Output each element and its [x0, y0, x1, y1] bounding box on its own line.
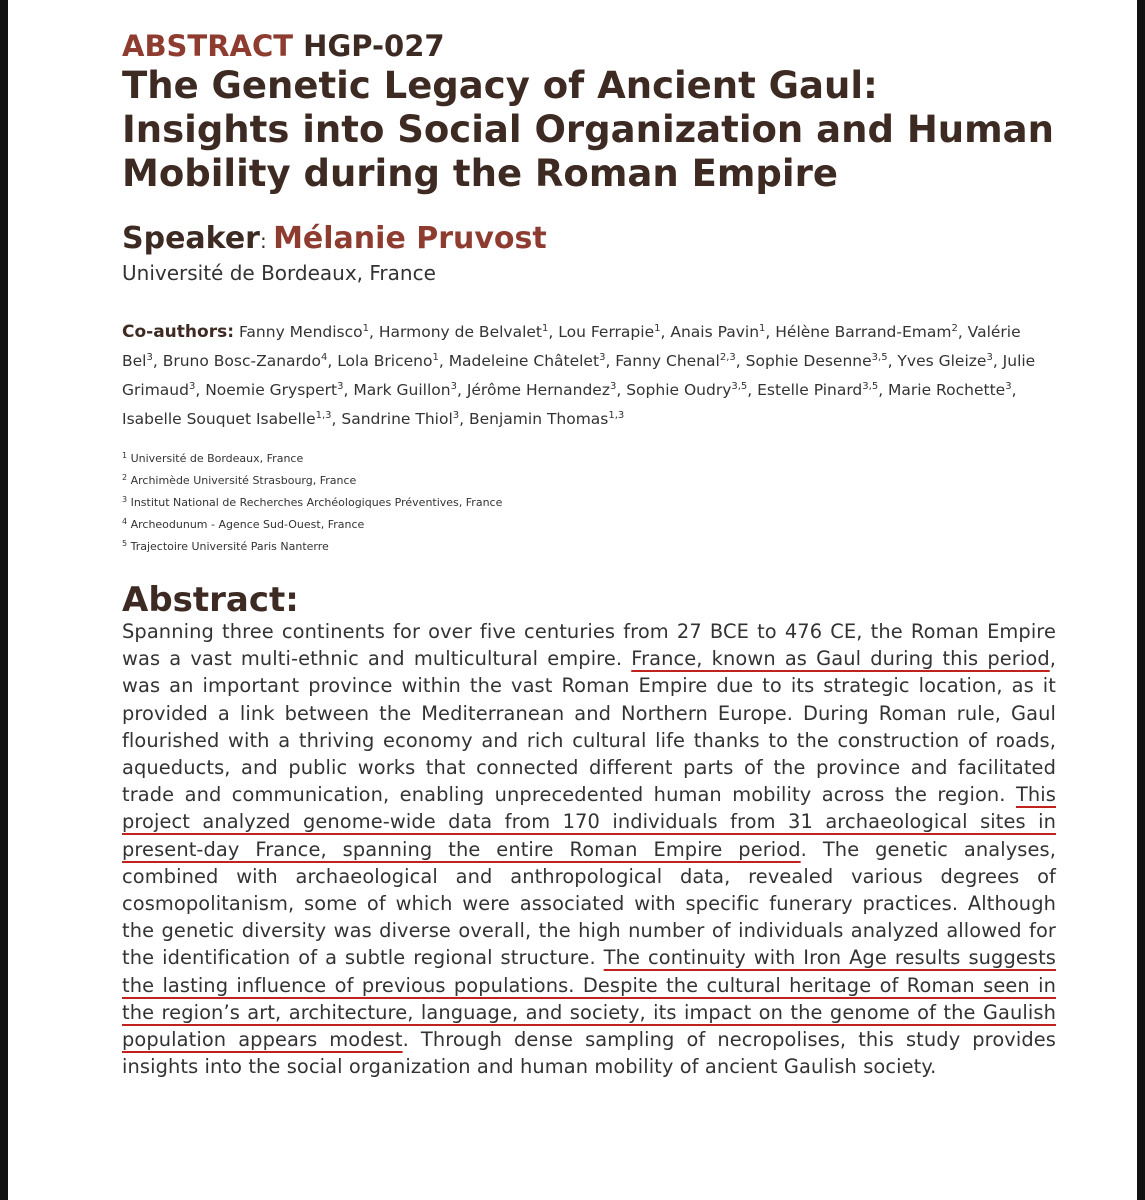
affiliation-number: 5 — [122, 539, 128, 548]
coauthor-affiliation-number: 3 — [188, 381, 196, 392]
affiliation-number: 4 — [122, 517, 128, 526]
abstract-code: HGP-027 — [303, 29, 445, 63]
coauthor-name: Fanny Mendisco — [238, 323, 363, 341]
affiliation-text: Institut National de Recherches Archéologiques Préventives, France — [127, 496, 503, 509]
coauthor-affiliation-number: 1 — [542, 323, 549, 334]
coauthor-name: Lola Briceno — [337, 352, 433, 370]
coauthor-name: Marie Rochette — [888, 381, 1006, 399]
abstract-document — [122, 28, 1058, 1080]
abstract-text-segment: Spanning three continents for over five centuries from 27 BCE to 476 CE, the Roman Empire was a vast multi-ethnic and multicultural empire. — [122, 620, 1056, 671]
coauthor-affiliation-number: 1 — [362, 323, 370, 334]
abstract-text-segment: . Through dense sampling of necropolises, this study provides insights into the social organization and human mobility of ancient Gaulish society. — [122, 1028, 1056, 1079]
underlined-passage: The continuity with Iron Age results suggests the lasting influence of previous populations. Despite the cultural heritage of Roman seen in the region’s art, architecture, language, and society, its impact on the genome of the Gaulish population appears modest — [122, 946, 1056, 1052]
affiliation-text: Trajectoire Université Paris Nanterre — [127, 540, 329, 553]
coauthor — [626, 381, 747, 399]
coauthor-affiliation-number: 1 — [654, 323, 661, 334]
speaker-affiliation: Université de Bordeaux, France — [122, 261, 436, 285]
affiliation-text: Archeodunum - Agence Sud-Ouest, France — [127, 518, 365, 531]
coauthor-name: Lou Ferrapie — [558, 323, 655, 341]
coauthor-affiliation-number: 3,5 — [862, 381, 879, 392]
coauthors-list: Co-authors: Fanny Mendisco$^1$, Harmony de Belvalet$^1$, Lou Ferrapie$^1$, Anais Pavin$^1$, Hélène Barrand-Emam$^2$, Valérie Bel$^3$, Bruno Bosc-Zanardo$^4$, Lola Briceno$^1$, Madeleine Châtelet$^3$, Fanny Chenal$^{2,3}$, Sophie Desenne$^{3,5}$, Yves Gleize$^3$, Julie Grimaud$^3$, Noemie Gryspert$^3$, Mark Guillon$^3$, Jérôme Hernandez$^3$, Sophie Oudry$^{3,5}$, Estelle Pinard$^{3,5}$, Marie Rochette$^3$, Isabelle Souquet Isabelle$^{1,3}$, Sandrine Thiol$^3$, Benjamin Thomas$^{1,3}$ — [122, 322, 1036, 428]
coauthor — [746, 352, 888, 370]
coauthor-name: Valérie Bel — [122, 323, 1021, 370]
underlined-passage: This project analyzed genome-wide data from 170 individuals from 31 archaeological sites in present-day France, spanning the entire Roman Empire period — [122, 783, 1056, 861]
affiliation-text: Université de Bordeaux, France — [127, 452, 304, 465]
coauthor-name: Anais Pavin — [670, 323, 760, 341]
coauthor-affiliation-number: 3,5 — [871, 352, 888, 363]
coauthor-name: Benjamin Thomas — [468, 410, 609, 428]
abstract-code-header — [122, 28, 1058, 64]
coauthor-name: Hélène Barrand-Emam — [775, 323, 952, 341]
coauthor-name: Sandrine Thiol — [341, 410, 453, 428]
coauthor — [239, 323, 369, 341]
coauthor-name: Noemie Gryspert — [205, 381, 338, 399]
coauthor-affiliation-number: 3,5 — [731, 381, 748, 392]
coauthor-name: Bruno Bosc-Zanardo — [162, 352, 321, 370]
speaker-line: Speaker: Mélanie Pruvost — [122, 221, 547, 256]
speaker-label: Speaker — [122, 221, 260, 256]
coauthor-affiliation-number: 1 — [432, 352, 439, 363]
coauthor-name: Mark Guillon — [353, 381, 451, 399]
abstract-body — [122, 618, 1056, 1080]
coauthor-name: Julie Grimaud — [122, 352, 1036, 399]
coauthor-affiliation-number: 3 — [337, 381, 344, 392]
affiliation-text: Archimède Université Strasbourg, France — [127, 474, 357, 487]
affiliation-number: 1 — [122, 451, 128, 460]
coauthor-affiliation-number: 3 — [986, 352, 993, 363]
coauthor-name: Madeleine Châtelet — [448, 352, 600, 370]
speaker-name: Mélanie Pruvost — [273, 221, 547, 256]
coauthor-affiliation-number: 3 — [452, 410, 460, 421]
coauthors-label: Co-authors: — [122, 322, 234, 342]
coauthor — [379, 323, 549, 341]
coauthor-name: Estelle Pinard — [757, 381, 863, 399]
coauthor-name: Fanny Chenal — [615, 352, 720, 370]
coauthor-name: Harmony de Belvalet — [378, 323, 543, 341]
abstract-text-segment: . The genetic analyses, combined with archaeological and anthropological data, revealed various degrees of cosmopolitanism, some of which were associated with specific funerary practices. Although the genetic diversity was diverse overall, the high number of individuals analyzed allowed for the identification of a subtle regional structure. — [122, 837, 1057, 970]
paper-title: The Genetic Legacy of Ancient Gaul: Insights into Social Organization and Human Mobility during the Roman Empire — [122, 64, 1054, 195]
abstract-label: ABSTRACT — [122, 29, 294, 63]
coauthor — [757, 381, 878, 399]
abstract-heading: Abstract: — [122, 580, 299, 620]
coauthor-name: Yves Gleize — [897, 352, 987, 370]
coauthor — [163, 352, 328, 370]
affiliation-item — [122, 514, 1058, 536]
affiliation-number: 2 — [122, 473, 128, 482]
coauthor-name: Isabelle Souquet Isabelle — [122, 410, 316, 428]
coauthor — [467, 381, 617, 399]
coauthor-affiliation-number: 2,3 — [719, 352, 736, 363]
coauthor — [775, 323, 958, 341]
document-page — [8, 0, 1137, 1200]
coauthor — [558, 323, 660, 341]
coauthor — [615, 352, 735, 370]
affiliation-item — [122, 492, 1058, 514]
affiliation-item — [122, 448, 1058, 470]
coauthor — [341, 410, 459, 428]
coauthor — [337, 352, 439, 370]
coauthor — [449, 352, 606, 370]
coauthor — [897, 352, 992, 370]
affiliations-list — [122, 448, 1058, 558]
underlined-passage: France, known as Gaul during this period — [631, 647, 1050, 671]
coauthor-affiliation-number: 1 — [759, 323, 766, 334]
coauthor-affiliation-number: 2 — [951, 323, 958, 334]
coauthor-affiliation-number: 1,3 — [315, 410, 332, 421]
affiliation-item — [122, 470, 1058, 492]
coauthor — [888, 381, 1012, 399]
coauthor-name: Sophie Desenne — [745, 352, 872, 370]
abstract-text-segment: , was an important province within the vast Roman Empire due to its strategic location, as it provided a link between the Mediterranean and Northern Europe. During Roman rule, Gaul flourished with a thriving economy and rich cultural life thanks to the construction of roads, aqueducts, and public works that connected different parts of the province and facilitated trade and communication, enabling unprecedented human mobility across the region. — [122, 647, 1057, 807]
coauthor — [353, 381, 457, 399]
coauthor — [469, 410, 624, 428]
affiliation-number: 3 — [122, 495, 128, 504]
coauthor — [122, 410, 332, 428]
coauthor-affiliation-number: 1,3 — [608, 410, 625, 421]
coauthor-affiliation-number: 3 — [450, 381, 457, 392]
coauthor-affiliation-number: 3 — [609, 381, 617, 392]
affiliation-item — [122, 536, 1058, 558]
coauthor-name: Sophie Oudry — [626, 381, 732, 399]
coauthor-affiliation-number: 3 — [599, 352, 606, 363]
coauthor-affiliation-number: 4 — [320, 352, 328, 363]
coauthor-affiliation-number: 3 — [146, 352, 153, 363]
coauthor — [205, 381, 343, 399]
coauthor-name: Jérôme Hernandez — [466, 381, 610, 399]
coauthor — [670, 323, 765, 341]
coauthor-affiliation-number: 3 — [1005, 381, 1012, 392]
